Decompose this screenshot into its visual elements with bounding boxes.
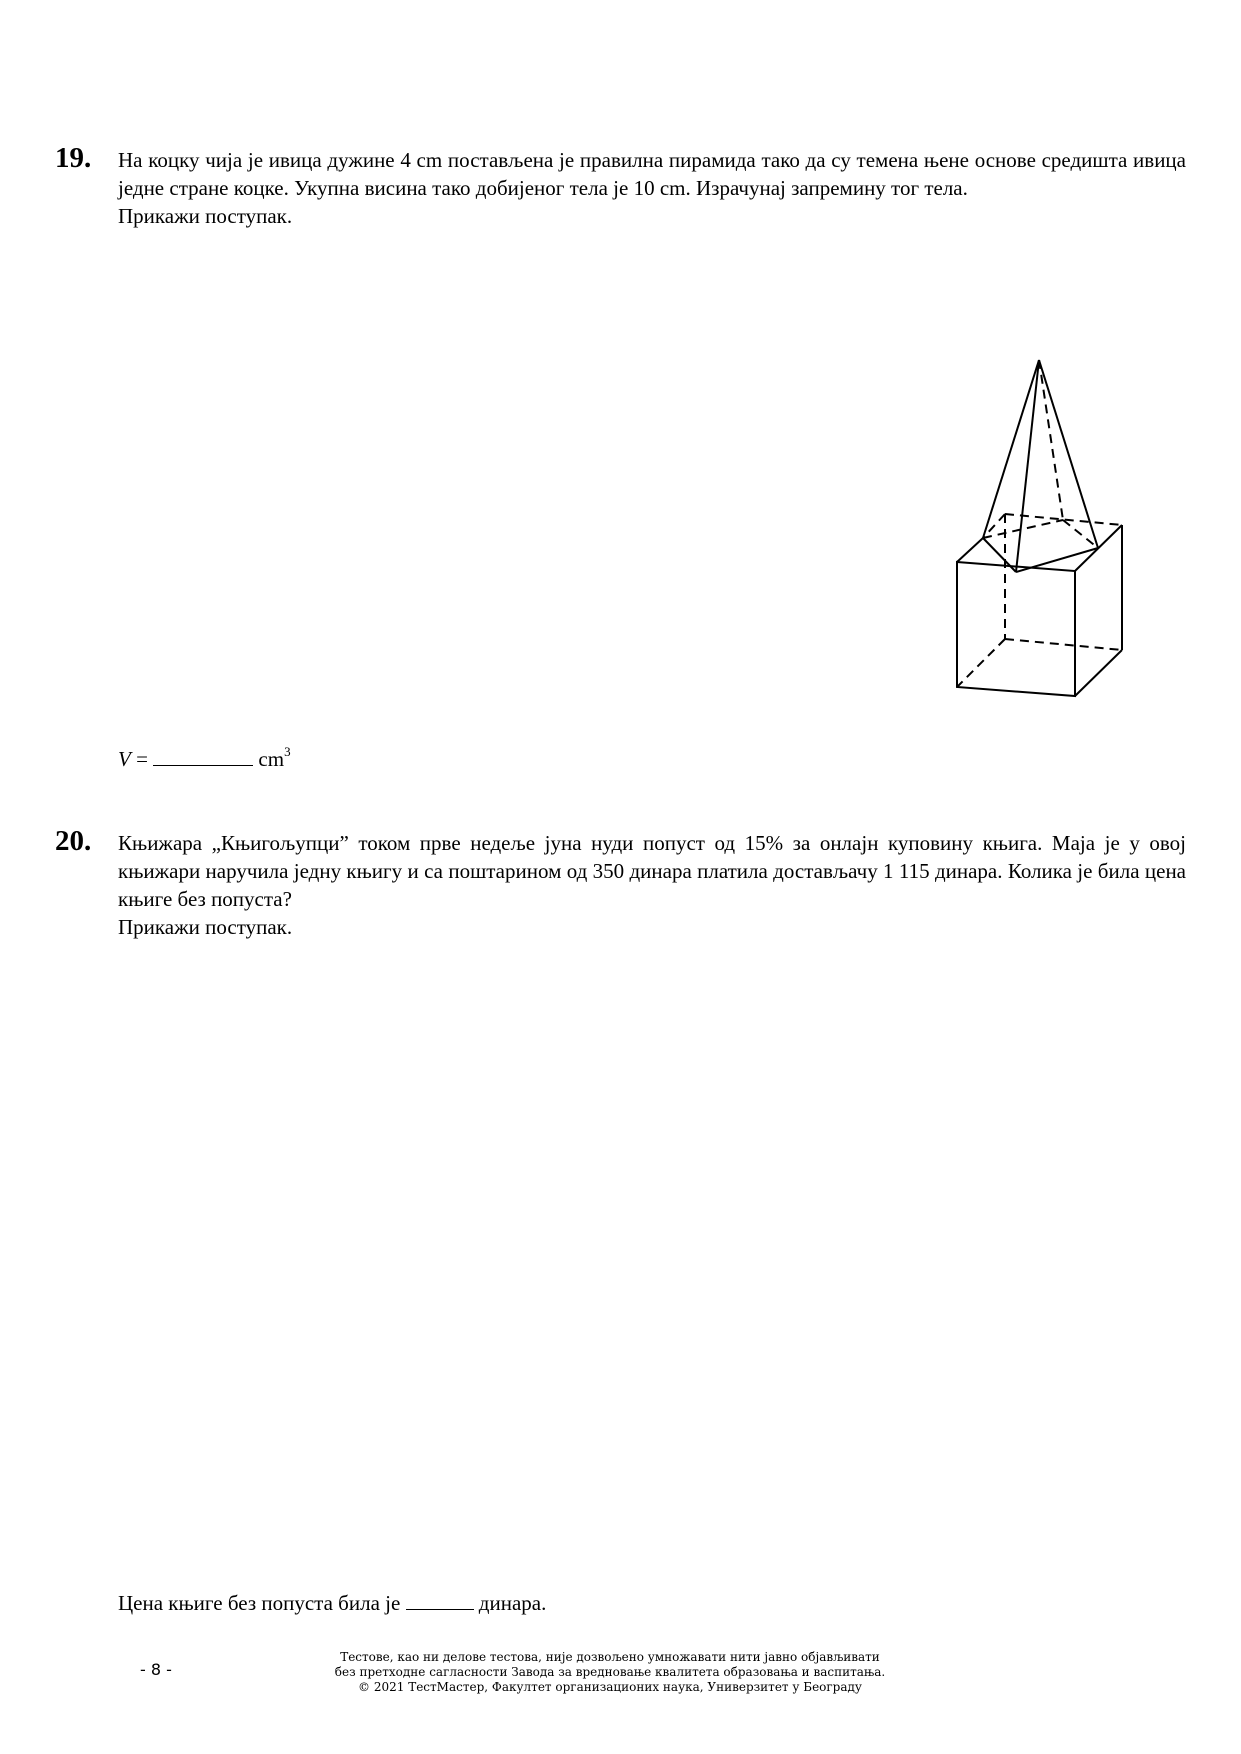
answer-equals: = (130, 747, 154, 771)
question-20-instruction: Прикажи поступак. (118, 915, 293, 939)
footer-line-1: Тестове, као ни делове тестова, није дозвољено умножавати нити јавно објављивати (340, 1650, 880, 1664)
question-20-number: 20. (55, 825, 92, 857)
cube-pyramid-figure (955, 345, 1165, 710)
answer-prefix: Цена књиге без попуста била је (118, 1591, 406, 1615)
answer-suffix: динара. (473, 1591, 547, 1615)
question-19-text (118, 146, 1186, 230)
footer-line-2: без претходне сагласности Завода за вредновање квалитета образовања и васпитања. (334, 1665, 886, 1679)
pyramid-lateral-edge (1016, 360, 1039, 572)
question-20-statement: Књижара „Књигољупци” током прве недеље јуна нуди попуст од 15% за онлајн куповину књига. Маја је у овој књижари наручила једну књигу и са поштарином од 350 динара платила достављачу 1 115 динара. Колика је била цена књиге без попуста? (118, 831, 1186, 911)
question-19-statement: На коцку чија је ивица дужине 4 cm постављена је правилна пирамида тако да су темена њене основе средишта ивица једне стране коцке. Укупна висина тако добијеног тела је 10 cm. Израчунај запремину тог тела. (118, 148, 1186, 200)
question-20-answer-line (118, 1589, 546, 1617)
copyright-footer (320, 1650, 900, 1695)
cube-front-face (957, 562, 1075, 696)
answer-unit-exponent: 3 (284, 744, 291, 759)
page-number: - 8 - (140, 1660, 172, 1679)
cube-edge (957, 538, 983, 562)
pyramid-base-edge (983, 538, 1016, 572)
cube-edge (1075, 525, 1122, 571)
question-19-number: 19. (55, 142, 92, 174)
answer-blank-20[interactable] (406, 1591, 474, 1610)
question-19-answer-line (118, 740, 291, 773)
footer-line-3: © 2021 ТестМастер, Факултет организационих наука, Универзитет у Београду (358, 1680, 862, 1694)
question-20-text (118, 829, 1186, 941)
answer-unit: cm (258, 747, 285, 771)
answer-variable: V (118, 747, 131, 771)
answer-blank-19[interactable] (153, 747, 253, 766)
cube-edge (1075, 650, 1122, 696)
question-19-instruction: Прикажи поступак. (118, 204, 293, 228)
pyramid-lateral-edge (983, 360, 1039, 538)
